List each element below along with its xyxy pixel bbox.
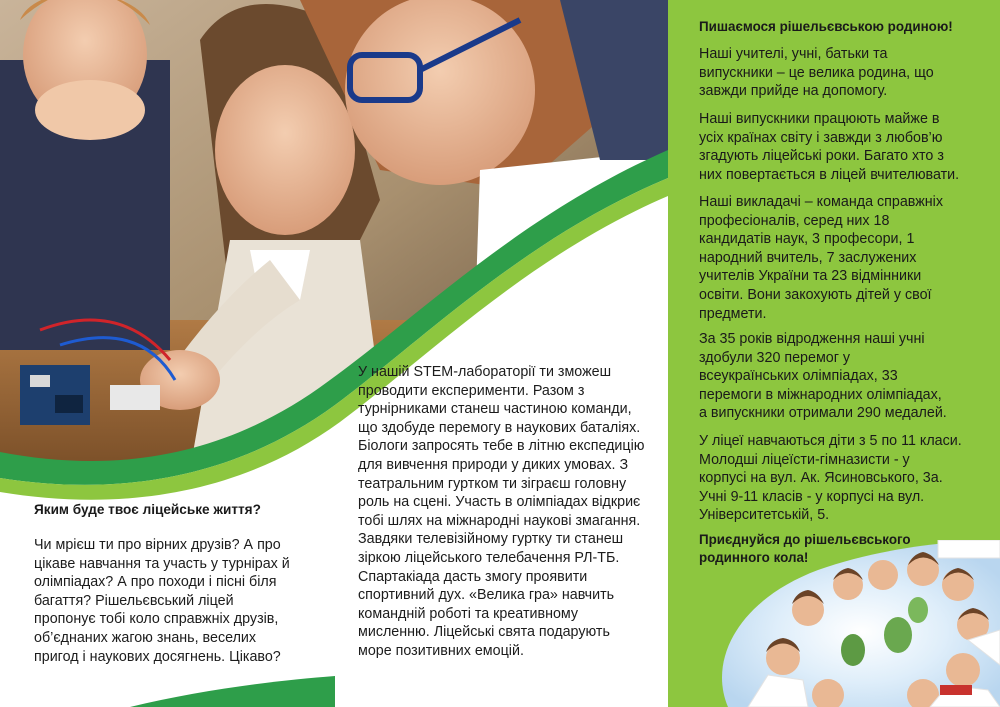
text-line: Біологи запросять тебе в літню експедицію xyxy=(358,438,645,455)
text-line: а випускники отримали 290 медалей. xyxy=(699,405,947,422)
text-line: Завдяки телевізійному гуртку ти станеш xyxy=(358,531,624,548)
text-line: перемоги в міжнародних олімпіадах, xyxy=(699,386,942,403)
text-line: всеукраїнських олімпіадах, 33 xyxy=(699,368,898,385)
text-line: Наші викладачі – команда справжніх xyxy=(699,194,944,210)
text-line: море позитивних емоцій. xyxy=(358,642,524,659)
text-line: турнірниками станеш частиною команди, xyxy=(358,401,632,418)
text-line: освіти. Вони закохують дітей у свої xyxy=(699,286,932,303)
text-line: згадують ліцейські роки. Багато хто з xyxy=(699,148,944,165)
text-line: Університетській, 5. xyxy=(699,507,830,524)
achievements-paragraph xyxy=(699,330,991,423)
text-line: Молодші ліцеїсти-гімназисти - у xyxy=(699,451,910,468)
left-heading: Яким буде твоє ліцейське життя? xyxy=(34,502,261,517)
text-line: Чи мрієш ти про вірних друзів? А про xyxy=(34,537,281,553)
text-line: для вивчення природи у диких умовах. З xyxy=(358,456,629,473)
alumni-paragraph xyxy=(699,110,991,184)
text-line: Наші випускники працюють майже в xyxy=(699,111,940,127)
text-line: спортивний дух. «Велика гра» навчить xyxy=(358,587,615,604)
text-line: зіркою ліцейського телебачення РЛ-ТБ. xyxy=(358,549,620,566)
text-line: За 35 років відродження наші учні xyxy=(699,331,925,347)
text-line: народний вчитель, 7 заслужених xyxy=(699,249,917,266)
text-line: професіоналів, серед них 18 xyxy=(699,212,890,229)
text-line: родинного кола! xyxy=(699,550,809,565)
text-line: предмети. xyxy=(699,305,767,322)
text-line: роль на сцені. Участь в олімпіадах відкриє xyxy=(358,494,641,511)
middle-paragraph xyxy=(358,363,648,661)
text-line: олімпіадах? А про походи і пісні біля xyxy=(34,574,277,591)
text-line: кандидатів наук, 3 професори, 1 xyxy=(699,231,915,248)
text-line: учителів України та 23 відмінники xyxy=(699,268,922,285)
teachers-paragraph xyxy=(699,193,991,323)
text-line: корпусі на вул. Ак. Ясиновського, 3а. xyxy=(699,470,943,487)
text-line: об’єднаних жагою знань, веселих xyxy=(34,629,257,646)
text-line: пропонує тобі коло справжніх друзів, xyxy=(34,611,279,628)
text-line: пригод і наукових досягнень. Цікаво? xyxy=(34,648,281,665)
group-circle-photo xyxy=(668,540,1000,707)
text-line: Приєднуйся до рішельєвського xyxy=(699,532,911,547)
text-line: що здобуде перемогу в наукових баталіях. xyxy=(358,419,641,436)
text-line: проводити експерименти. Разом з xyxy=(358,382,585,399)
text-line: мисленню. Ліцейські свята подарують xyxy=(358,624,610,641)
text-line: усіх країнах світу і завжди з любов’ю xyxy=(699,129,943,146)
text-line: випускники – це велика родина, що xyxy=(699,64,934,81)
text-line: У нашій STEM-лабораторії ти зможеш xyxy=(358,364,612,380)
text-line: командній роботі та креативному xyxy=(358,605,579,622)
text-line: Учні 9-11 класів - у корпусі на вул. xyxy=(699,488,925,505)
left-paragraph xyxy=(34,536,296,666)
right-panel-title: Пишаємося рішельєвською родиною! xyxy=(699,19,953,34)
text-line: У ліцеї навчаються діти з 5 по 11 класи. xyxy=(699,433,962,449)
text-line: завжди прийде на допомогу. xyxy=(699,83,888,100)
text-line: театральним гуртком ти зіграєш головну xyxy=(358,475,627,492)
campus-paragraph xyxy=(699,432,991,525)
text-line: Спартакіада дасть змогу проявити xyxy=(358,568,588,585)
green-info-panel xyxy=(668,0,1000,707)
text-line: багаття? Рішельєвський ліцей xyxy=(34,592,234,609)
text-line: Наші учителі, учні, батьки та xyxy=(699,46,888,62)
text-line: тобі шлях на міжнародні наукові змагання. xyxy=(358,512,641,529)
family-paragraph xyxy=(699,45,991,101)
text-line: цікаве навчання та участь у турнірах й xyxy=(34,555,290,572)
text-line: здобули 320 перемог у xyxy=(699,349,851,366)
text-line: них повертається в ліцей вчителювати. xyxy=(699,166,960,183)
